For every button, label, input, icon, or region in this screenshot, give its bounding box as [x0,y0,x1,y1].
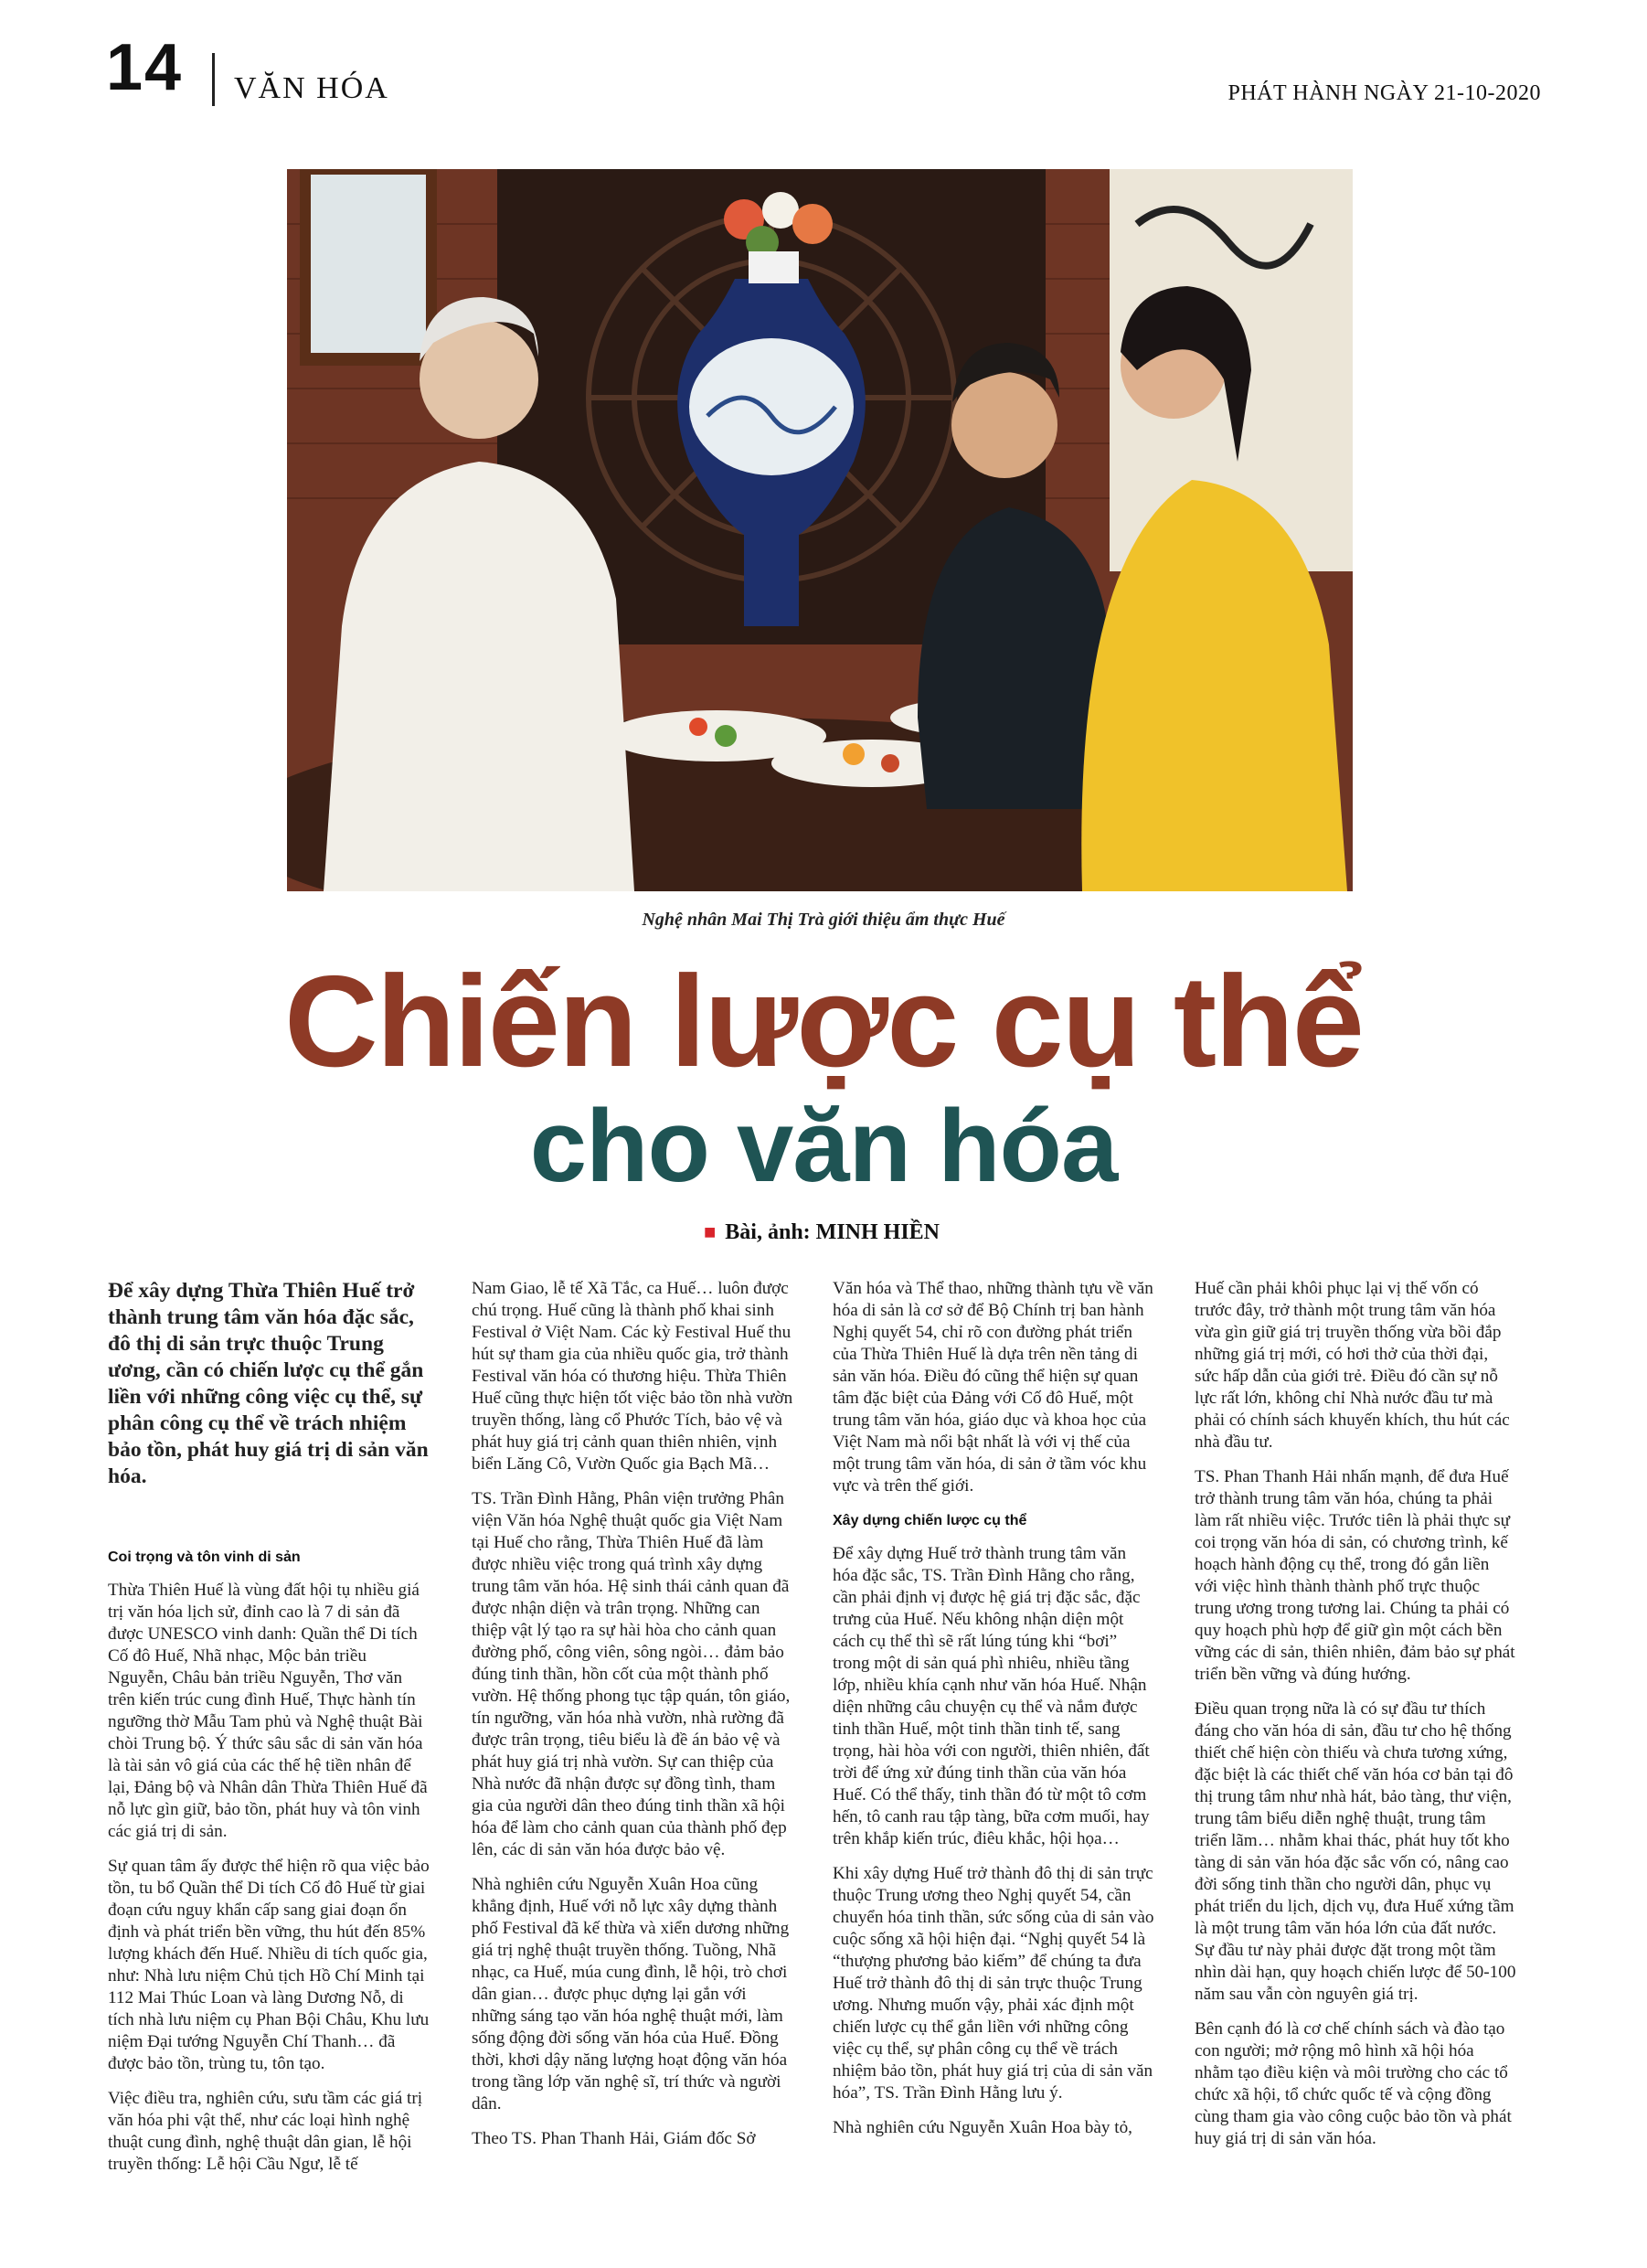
article-column-3 [833,1278,1154,2247]
body-paragraph: Việc điều tra, nghiên cứu, sưu tầm các giá trị văn hóa phi vật thể, như các loại hình nghệ thuật cung đình, nghệ thuật dân gian, lễ hội truyền thống: Lễ hội Cầu Ngư, lễ tế [108,2089,423,2174]
feature-photo-illustration [287,169,1353,891]
body-paragraph: Huế cần phải khôi phục lại vị thế vốn có trước đây, trở thành một trung tâm văn hóa vừa gìn giữ giá trị truyền thống vừa bồi đắp những giá trị mới, có hơi thở của thời đại, sức hấp dẫn của giới trẻ. Điều đó cần sự nỗ lực rất lớn, không chỉ Nhà nước đầu tư mà phải có chính sách khuyến khích, thu hút các nhà đầu tư. [1195,1279,1510,1452]
byline [704,1221,940,1243]
subhead-strategy: Xây dựng chiến lược cụ thể [833,1513,1027,1528]
section-name: VĂN HÓA [234,71,389,105]
article-column-1 [108,1278,430,2247]
body-paragraph: Nam Giao, lễ tế Xã Tắc, ca Huế… luôn được chú trọng. Huế cũng là thành phố khai sinh Festival ở Việt Nam. Các kỳ Festival Huế thu hút sự tham gia của nhiều quốc gia, trở thành Festival văn hóa có thương hiệu. Thừa Thiên Huế cũng thực hiện tốt việc bảo tồn nhà vườn truyền thống, làng cổ Phước Tích, bảo vệ và phát huy giá trị cảnh quan thiên nhiên, vịnh biển Lăng Cô, Vườn Quốc gia Bạch Mã… [472,1279,793,1474]
subhead-heritage: Coi trọng và tôn vinh di sản [108,1549,301,1565]
article-column-4 [1195,1278,1516,2247]
body-paragraph: Theo TS. Phan Thanh Hải, Giám đốc Sở [472,2129,756,2148]
body-paragraph: Nhà nghiên cứu Nguyễn Xuân Hoa cũng khẳng định, Huế với nỗ lực xây dựng thành phố Festival đã kế thừa và xiển dương những giá trị nghệ thuật truyền thống. Tuồng, Nhã nhạc, ca Huế, múa cung đình, lễ hội, trò chơi dân gian… được phục dựng lại gắn với những sáng tạo văn hóa nghệ thuật mới, làm sống động đời sống văn hóa của Huế. Đồng thời, khơi dậy năng lượng hoạt động văn hóa trong tầng lớp văn nghệ sĩ, trí thức và người dân. [472,1875,790,2114]
body-paragraph: Để xây dựng Huế trở thành trung tâm văn hóa đặc sắc, TS. Trần Đình Hằng cho rằng, cần phải định vị được hệ giá trị đặc sắc, đặc trưng của Huế. Nếu không nhận diện một cách cụ thể thì sẽ rất lúng túng khi “bơi” trong một di sản quá phì nhiêu, nhiều tầng lớp, nhiều khía cạnh như văn hóa Huế. Nhận diện những câu chuyện cụ thể và nắm được tinh thần Huế, một tinh thần tinh tế, sang trọng, hài hòa với con người, thiên nhiên, đất trời để ứng xử đúng tinh thần của văn hóa Huế. Có thể thấy, tinh thần đó từ một tô cơm hến, tô canh rau tập tàng, bữa cơm muối, hay trên khắp kiến trúc, điêu khắc, hội họa… [833,1544,1150,1848]
body-paragraph: TS. Phan Thanh Hải nhấn mạnh, để đưa Huế trở thành trung tâm văn hóa, chúng ta phải làm rất nhiều việc. Trước tiên là phải thực sự coi trọng văn hóa di sản, có chương trình, kế hoạch hành động cụ thể, trong đó gắn liền với việc hình thành thành phố trực thuộc trung ương trong tương lai. Chúng ta phải có quy hoạch phù hợp để giữ gìn một cách bền vững các di sản, thiên nhiên, đảm bảo sự phát triển bền vững và đúng hướng. [1195,1467,1515,1684]
header-divider [212,53,215,106]
body-paragraph: Bên cạnh đó là cơ chế chính sách và đào tạo con người; mở rộng mô hình xã hội hóa nhằm tạo điều kiện và môi trường cho các tổ chức xã hội, tổ chức quốc tế và cộng đồng cùng tham gia vào công cuộc bảo tồn và phát huy giá trị di sản văn hóa. [1195,2019,1512,2148]
body-paragraph: Sự quan tâm ấy được thể hiện rõ qua việc bảo tồn, tu bổ Quần thể Di tích Cố đô Huế từ giai đoạn cứu nguy khẩn cấp sang giai đoạn ổn định và phát triển bền vững, thu hút đến 85% lượng khách đến Huế. Nhiều di tích quốc gia, như: Nhà lưu niệm Chủ tịch Hồ Chí Minh tại 112 Mai Thúc Loan và làng Dương Nỗ, di tích nhà lưu niệm cụ Phan Bội Châu, Khu lưu niệm Đại tướng Nguyễn Chí Thanh… đã được bảo tồn, trùng tu, tôn tạo. [108,1857,430,2073]
body-paragraph: TS. Trần Đình Hằng, Phân viện trưởng Phân viện Văn hóa Nghệ thuật quốc gia Việt Nam tại Huế cho rằng, Thừa Thiên Huế đã làm được nhiều việc trong quá trình xây dựng trung tâm văn hóa. Hệ sinh thái cảnh quan đã được nhận diện và trân trọng. Những can thiệp vật lý tạo ra sự hài hòa cho cảnh quan đường phố, công viên, sông ngòi… đảm bảo đúng tinh thần, hồn cốt của một thành phố vườn. Hệ thống phong tục tập quán, tôn giáo, tín ngưỡng, văn hóa nhà vườn, nhà rường đã được trân trọng, tiêu biểu là đề án bảo vệ và phát huy giá trị nhà vườn. Sự can thiệp của Nhà nước đã nhận được sự đồng tình, tham gia của người dân theo đúng tinh thần xã hội hóa để làm cho cảnh quan của thành phố đẹp lên, các di sản văn hóa được bảo vệ. [472,1489,791,1859]
body-paragraph: Nhà nghiên cứu Nguyễn Xuân Hoa bày tỏ, [833,2118,1132,2137]
body-paragraph: Văn hóa và Thể thao, những thành tựu về văn hóa di sản là cơ sở để Bộ Chính trị ban hành Nghị quyết 54, chỉ rõ con đường phát triển của Thừa Thiên Huế là dựa trên nền tảng di sản văn hóa. Điều đó cũng thể hiện sự quan tâm đặc biệt của Đảng với Cố đô Huế, một trung tâm văn hóa, giáo dục và khoa học của Việt Nam mà nổi bật nhất là với vị thế của một trung tâm văn hóa, di sản ở tầm vóc khu vực và trên thế giới. [833,1279,1153,1496]
byline-text: Bài, ảnh: MINH HIỀN [725,1220,940,1244]
issue-date: PHÁT HÀNH NGÀY 21-10-2020 [1227,81,1541,105]
headline-line-1: Chiến lược cụ thể [284,949,1363,1094]
body-paragraph: Điều quan trọng nữa là có sự đầu tư thích đáng cho văn hóa di sản, đầu tư cho hệ thống thiết chế hiện còn thiếu và chưa tương xứng, đặc biệt là các thiết chế văn hóa cơ bản tại đô thị trung tâm như nhà hát, bảo tàng, thư viện, trung tâm biểu diễn nghệ thuật, trung tâm triển lãm… nhằm khai thác, phát huy tốt kho tàng di sản văn hóa đặc sắc vốn có, nâng cao đời sống tinh thần cho người dân, phục vụ phát triển du lịch, dịch vụ, đưa Huế xứng tầm là một trung tâm văn hóa lớn của đất nước. Sự đầu tư này phải được đặt trong một tầm nhìn dài hạn, quy hoạch chiến lược để 50-100 năm sau vẫn còn nguyên giá trị. [1195,1699,1516,2004]
body-paragraph: Thừa Thiên Huế là vùng đất hội tụ nhiều giá trị văn hóa lịch sử, đỉnh cao là 7 di sản đã được UNESCO vinh danh: Quần thể Di tích Cố đô Huế, Nhã nhạc, Mộc bản triều Nguyễn, Châu bản triều Nguyễn, Thơ văn trên kiến trúc cung đình Huế, Thực hành tín ngưỡng thờ Mẫu Tam phủ và Nghệ thuật Bài chòi Trung bộ. Ý thức sâu sắc di sản văn hóa là tài sản vô giá của các thế hệ tiền nhân để lại, Đảng bộ và Nhân dân Thừa Thiên Huế đã nỗ lực gìn giữ, bảo tồn, phát huy và tôn vinh các giá trị di sản. [108,1581,428,1841]
page-number: 14 [106,31,184,104]
article-column-2 [472,1278,793,2247]
feature-photo [287,169,1353,891]
byline-square-icon: ■ [704,1220,717,1243]
photo-caption: Nghệ nhân Mai Thị Trà giới thiệu ẩm thực Huế [642,910,1005,930]
headline-line-2: cho văn hóa [529,1089,1118,1203]
body-paragraph: Khi xây dựng Huế trở thành đô thị di sản trực thuộc Trung ương theo Nghị quyết 54, cần chuyển hóa tinh thần, sức sống của di sản vào cuộc sống xã hội hiện đại. “Nghị quyết 54 là “thượng phương bảo kiếm” để chúng ta đưa Huế trở thành đô thị di sản trực thuộc Trung ương. Nhưng muốn vậy, phải xác định một chiến lược cụ thể gắn liền với những công việc cụ thể, sự phân công cụ thể về trách nhiệm bảo tồn, phát huy giá trị của di sản văn hóa”, TS. Trần Đình Hằng lưu ý. [833,1864,1154,2103]
lead-paragraph: Để xây dựng Thừa Thiên Huế trở thành trung tâm văn hóa đặc sắc, đô thị di sản trực thuộc Trung ương, cần có chiến lược cụ thể gắn liền với những công việc cụ thể, sự phân công cụ thể về trách nhiệm bảo tồn, phát huy giá trị di sản văn hóa. [108,1279,429,1488]
